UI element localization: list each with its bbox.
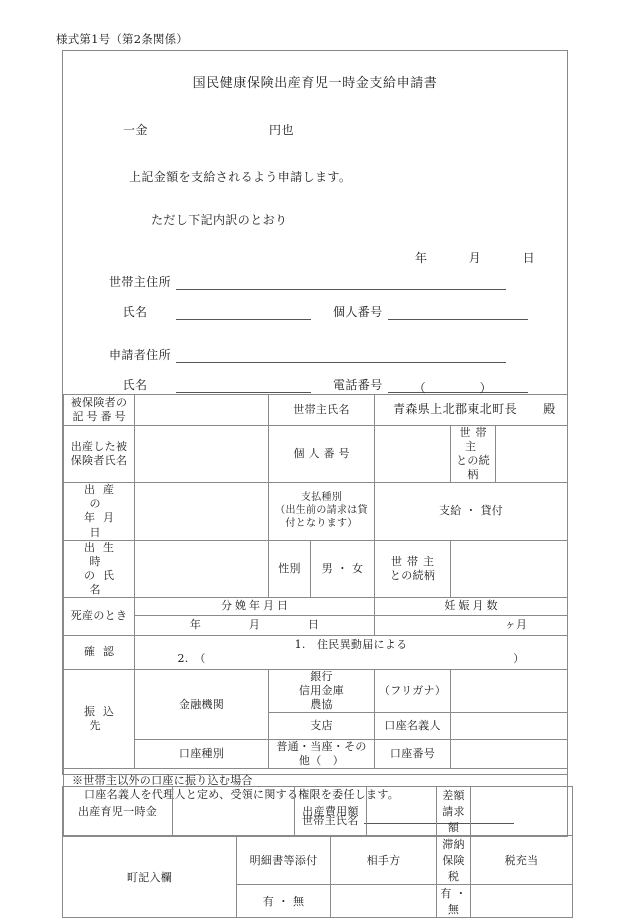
householder-address-input[interactable]: [176, 276, 506, 290]
date-day-label: 日: [522, 251, 535, 265]
relation-label-1: 世帯主 との続柄: [451, 426, 496, 483]
householder-name-label: 氏名: [122, 305, 148, 319]
table-row: [64, 483, 568, 540]
birth-insured-name-label: 出産した被 保険者氏名: [64, 426, 135, 483]
applicant-telephone-label: 電話番号: [333, 378, 383, 392]
table-row: [64, 395, 568, 426]
amount-label: 一金: [123, 123, 149, 137]
account-number-value[interactable]: [451, 740, 568, 769]
confirm-item-2: 2. （ ）: [177, 652, 525, 666]
relation-value-2[interactable]: [451, 540, 568, 597]
tax-allocation-label: 税充当: [471, 836, 573, 885]
mynumber-cell-label: 個人番号: [269, 426, 375, 483]
table-row: [64, 669, 568, 712]
newborn-name-value[interactable]: [135, 540, 269, 597]
months-unit-label: ヶ月: [504, 618, 528, 632]
pregnancy-months-value[interactable]: [375, 615, 568, 635]
account-type-label: 口座種別: [135, 740, 269, 769]
applicant-telephone-input[interactable]: [388, 379, 528, 393]
table-row: [64, 615, 568, 635]
householder-name-cell-value[interactable]: [375, 395, 568, 426]
account-type-options[interactable]: 普通・当座・その他（ ）: [269, 740, 375, 769]
main-details-table: [63, 394, 568, 837]
payment-type-label: 支払種別 （出生前の請求は貸 付となります）: [269, 483, 375, 540]
furigana-value[interactable]: [451, 669, 568, 712]
birth-date-label: 出産の 年月日: [64, 483, 135, 540]
householder-address-row: [99, 273, 506, 290]
account-number-label: 口座番号: [375, 740, 451, 769]
pregnancy-months-label: 妊娠月数: [375, 597, 568, 615]
householder-mynumber-input[interactable]: [388, 306, 528, 320]
date-year-label: 年: [415, 251, 428, 265]
stillbirth-label: 死産のとき: [64, 597, 135, 635]
birth-date-value[interactable]: [135, 483, 269, 540]
delivery-date-label: 分娩年月日: [135, 597, 375, 615]
addressee-name: 青森県上北郡東北町長: [393, 402, 518, 416]
statement-attached-label: 明細書等添付: [237, 836, 331, 885]
statement-attached-options[interactable]: 有 ・ 無: [237, 885, 331, 918]
relation-label-2: 世帯主 との続柄: [375, 540, 451, 597]
delegation-signature-label: 世帯主氏名: [302, 814, 359, 828]
currency-suffix: 円也: [269, 123, 295, 137]
difference-claim-value[interactable]: [471, 787, 573, 836]
householder-name-input[interactable]: [176, 306, 311, 320]
table-row: [64, 597, 568, 615]
applicant-address-input[interactable]: [176, 349, 506, 363]
sex-options[interactable]: 男 ・ 女: [311, 540, 375, 597]
declaration-statement: 上記金額を支給されるよう申請します。: [129, 170, 352, 184]
account-holder-label: 口座名義人: [375, 713, 451, 740]
counterparty-value[interactable]: [331, 885, 437, 918]
lump-sum-label: 出産育児一時金: [63, 787, 173, 836]
tax-allocation-value[interactable]: [471, 885, 573, 918]
declaration-proviso: ただし下記内訳のとおり: [151, 213, 288, 227]
applicant-address-label: 申請者住所: [108, 348, 171, 362]
applicant-name-row: [99, 376, 528, 393]
table-row: [63, 836, 573, 885]
delivery-day-label: 日: [307, 618, 320, 632]
branch-label: 支店: [269, 713, 375, 740]
delegation-note-line-1: ※世帯主以外の口座に振り込む場合: [72, 774, 253, 788]
delivery-month-label: 月: [248, 618, 261, 632]
delivery-year-label: 年: [189, 618, 202, 632]
birth-cost-value[interactable]: [367, 787, 437, 836]
table-row: [63, 787, 573, 836]
householder-mynumber-label: 個人番号: [333, 305, 383, 319]
insured-symbol-value[interactable]: [135, 395, 269, 426]
birth-cost-label: 出産費用額: [295, 787, 367, 836]
table-row: [64, 635, 568, 669]
relation-value-1[interactable]: [496, 426, 568, 483]
town-entry-label: 町記入欄: [63, 836, 237, 918]
transfer-destination-label: 振込先: [64, 669, 135, 768]
delegation-note-line-2: 口座名義人を代理人と定め、受領に関する権限を委任します。: [84, 788, 400, 802]
householder-name-row: [99, 303, 528, 320]
amount-row: [123, 121, 295, 138]
householder-address-label: 世帯主住所: [108, 275, 171, 289]
application-date-line: [415, 249, 535, 266]
applicant-address-row: [99, 346, 506, 363]
newborn-name-label: 出生時 の氏名: [64, 540, 135, 597]
sex-label: 性別: [269, 540, 311, 597]
insured-symbol-label: 被保険者の 記号番号: [64, 395, 135, 426]
birth-insured-name-value[interactable]: [135, 426, 269, 483]
table-row: [64, 426, 568, 483]
delinquent-tax-options[interactable]: 有 ・ 無: [437, 885, 471, 918]
applicant-name-label: 氏名: [122, 378, 148, 392]
furigana-label: （フリガナ）: [375, 669, 451, 712]
householder-name-cell-label: 世帯主氏名: [269, 395, 375, 426]
lump-sum-value[interactable]: [173, 787, 295, 836]
office-use-table: [62, 786, 573, 918]
payment-type-options[interactable]: 支給 ・ 貸付: [375, 483, 568, 540]
bank-type-label: 銀行 信用金庫 農協: [269, 669, 375, 712]
difference-claim-label: 差額請求額: [437, 787, 471, 836]
account-holder-value[interactable]: [451, 713, 568, 740]
page-title: 国民健康保険出産育児一時金支給申請書: [192, 76, 438, 91]
counterparty-label: 相手方: [331, 836, 437, 885]
mynumber-cell-value[interactable]: [375, 426, 451, 483]
form-number: 様式第1号（第2条関係）: [56, 32, 189, 46]
delinquent-tax-label: 滞納保険税: [437, 836, 471, 885]
telephone-parentheses: （ ）: [413, 381, 502, 395]
applicant-name-input[interactable]: [176, 379, 311, 393]
confirmation-options[interactable]: [135, 635, 568, 669]
table-row: [64, 540, 568, 597]
table-row: [64, 740, 568, 769]
confirmation-label: 確認: [64, 635, 135, 669]
delivery-date-value[interactable]: [135, 615, 375, 635]
confirm-item-1: 1. 住民異動届による: [294, 638, 408, 652]
financial-institution-label: 金融機関: [135, 669, 269, 739]
date-month-label: 月: [468, 251, 482, 265]
addressee-honorific: 殿: [543, 402, 556, 416]
